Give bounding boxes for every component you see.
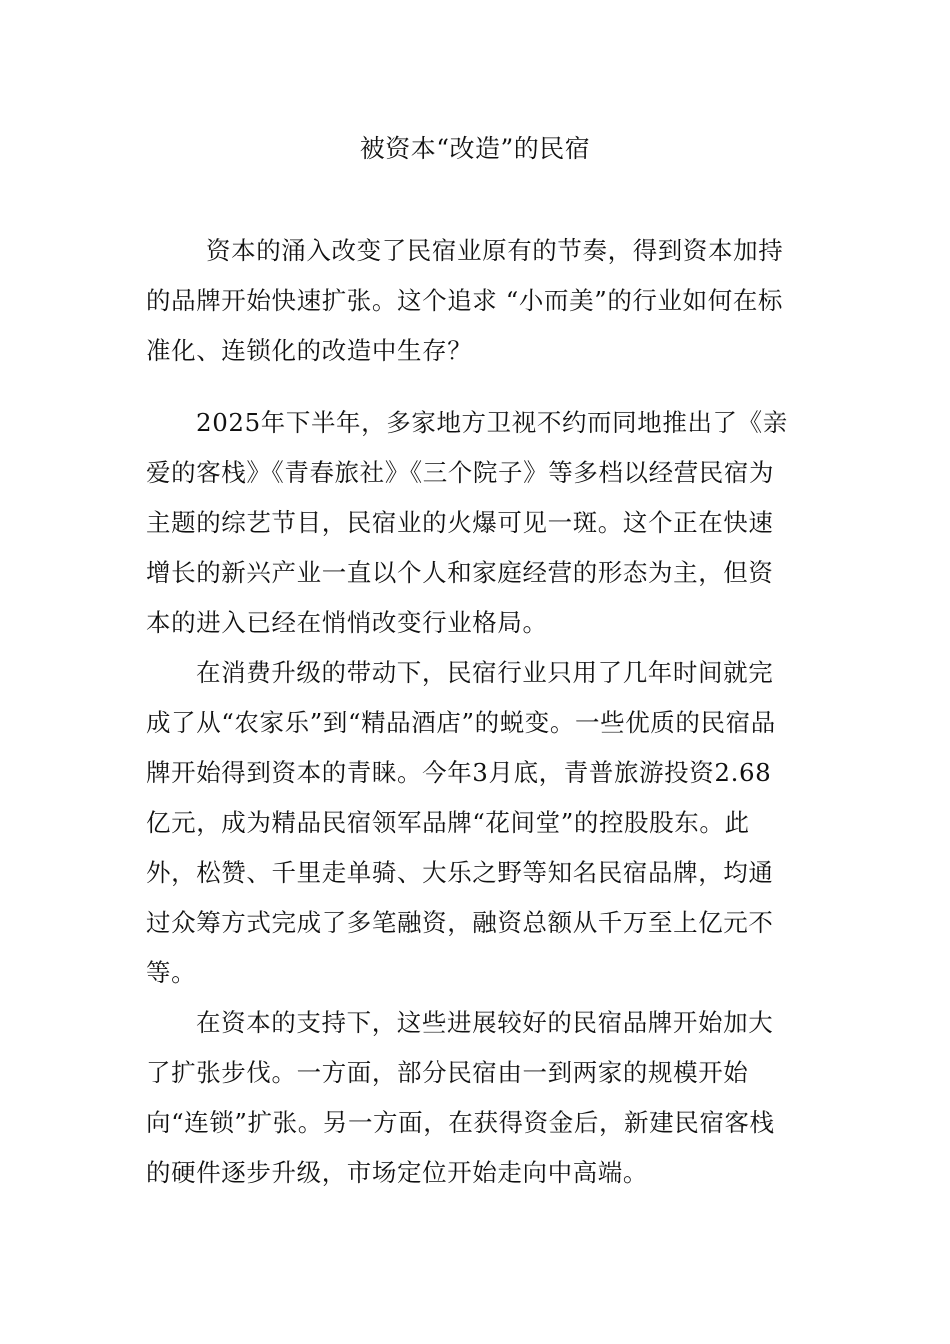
paragraph-1: 2025年下半年，多家地方卫视不约而同地推出了《亲爱的客栈》《青春旅社》《三个院子》等多档以经营民宿为主题的综艺节目，民宿业的火爆可见一斑。这个正在快速增长的新兴产业一直以个人和家庭经营的形态为主，但资本的进入已经在悄悄改变行业格局。 — [146, 408, 788, 637]
paragraph-2: 在消费升级的带动下，民宿行业只用了几年时间就完成了从“农家乐”到“精品酒店”的蜕变。一些优质的民宿品牌开始得到资本的青睐。今年3月底，青普旅游投资2.68亿元，成为精品民宿领军品牌“花间堂”的控股股东。此外，松赞、千里走单骑、大乐之野等知名民宿品牌，均通过众筹方式完成了多笔融资，融资总额从千万至上亿元不等。 — [146, 658, 776, 987]
document-title: 被资本“改造”的民宿 — [359, 134, 591, 163]
lede-paragraph: 资本的涌入改变了民宿业原有的节奏，得到资本加持的品牌开始快速扩张。这个追求 “小而美”的行业如何在标准化、连锁化的改造中生存？ — [146, 236, 784, 365]
lede-block — [146, 226, 796, 376]
article-body — [146, 398, 796, 1198]
paragraph-3: 在资本的支持下，这些进展较好的民宿品牌开始加大了扩张步伐。一方面，部分民宿由一到两家的规模开始向“连锁”扩张。另一方面，在获得资金后，新建民宿客栈的硬件逐步升级，市场定位开始走向中高端。 — [146, 1008, 775, 1187]
